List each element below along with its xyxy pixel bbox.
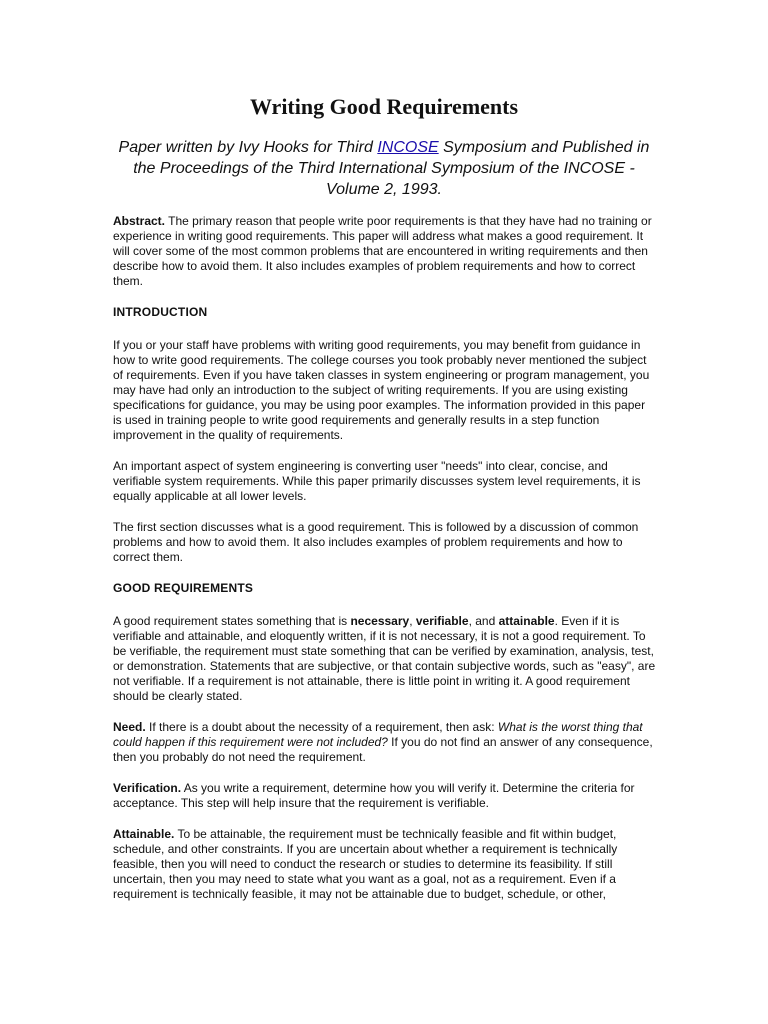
attainable-text: To be attainable, the requirement must be technically feasible and fit within budget, schedule, and other constraints. If you are uncertain about whether a requirement is technically feasible, then you will need to conduct the research or studies to determine its feasibility. If still uncertain, then you may need to state what you want as a goal, not as a requirement. Even if a requirement is technically feasible, it may not be attainable due to budget, schedule, or other, (113, 827, 618, 901)
document-body (113, 214, 657, 918)
good-req-text-a: A good requirement states something that is (113, 614, 351, 628)
intro-paragraph-1: If you or your staff have problems with writing good requirements, you may benefit from guidance in how to write good requirements. The college courses you took probably never mentioned the subject of requirements. Even if you have taken classes in system engineering or program management, you may have had only an introduction to the subject of writing requirements. If you are using existing specifications for guidance, you may be using poor examples. The information provided in this paper is used in training people to write good requirements and generally results in a step function improvement in the quality of requirements. (113, 338, 650, 442)
need-text-b: If you do not find an answer of any consequence, then you probably do not need the requirement. (113, 735, 653, 764)
need-text-a: If there is a doubt about the necessity of a requirement, then ask: (145, 720, 498, 734)
need-question: What is the worst thing that could happen if this requirement were not included? (113, 720, 643, 749)
necessary-term: necessary (350, 614, 410, 628)
abstract-label: Abstract. (113, 214, 166, 228)
need-label: Need. (113, 720, 146, 734)
subtitle-pre: Paper written by Ivy Hooks for Third (118, 139, 378, 156)
and-sep: , and (468, 614, 499, 628)
abstract-paragraph (113, 214, 657, 289)
good-req-text-b: . Even if it is verifiable and attainable, and eloquently written, if it is not necessary, it is not a good requirement. To be verifiable, the requirement must state something that can be verified by examination, analysis, test, or demonstration. Statements that are subjective, or that contain subjective words, such as "easy", are not verifiable. If a requirement is not attainable, there is little point in writing it. A good requirement should be clearly stated. (113, 614, 656, 703)
verification-text: As you write a requirement, determine how you will verify it. Determine the criteria for acceptance. This step will help insure that the requirement is verifiable. (113, 781, 635, 810)
intro-paragraph-2: An important aspect of system engineering is converting user "needs" into clear, concise, and verifiable system requirements. While this paper primarily discusses system level requirements, it is equally applicable at all lower levels. (113, 459, 641, 503)
abstract-text: The primary reason that people write poor requirements is that they have had no training or experience in writing good requirements. This paper will address what makes a good requirement. It will cover some of the most common problems that are encountered in writing requirements and then describe how to avoid them. It also includes examples of problem requirements and how to correct them. (113, 214, 652, 288)
verification-paragraph (113, 781, 657, 811)
need-paragraph (113, 720, 657, 765)
introduction-heading: INTRODUCTION (113, 305, 208, 319)
subtitle (110, 137, 658, 200)
attainable-term: attainable (498, 614, 555, 628)
subtitle-post: Symposium and Published in the Proceedings of the Third International Symposium of the INCOSE - Volume 2, 1993. (133, 139, 650, 198)
good-requirements-heading: GOOD REQUIREMENTS (113, 581, 254, 595)
good-req-paragraph (113, 614, 657, 704)
page-title: Writing Good Requirements (249, 94, 519, 119)
intro-paragraph-3: The first section discusses what is a good requirement. This is followed by a discussion of common problems and how to avoid them. It also includes examples of problem requirements and how to correct them. (113, 520, 639, 564)
comma-sep: , (409, 614, 416, 628)
incose-link[interactable]: INCOSE (377, 139, 439, 156)
verifiable-term: verifiable (415, 614, 469, 628)
verification-label: Verification. (113, 781, 182, 795)
attainable-label: Attainable. (113, 827, 175, 841)
attainable-paragraph (113, 827, 657, 902)
